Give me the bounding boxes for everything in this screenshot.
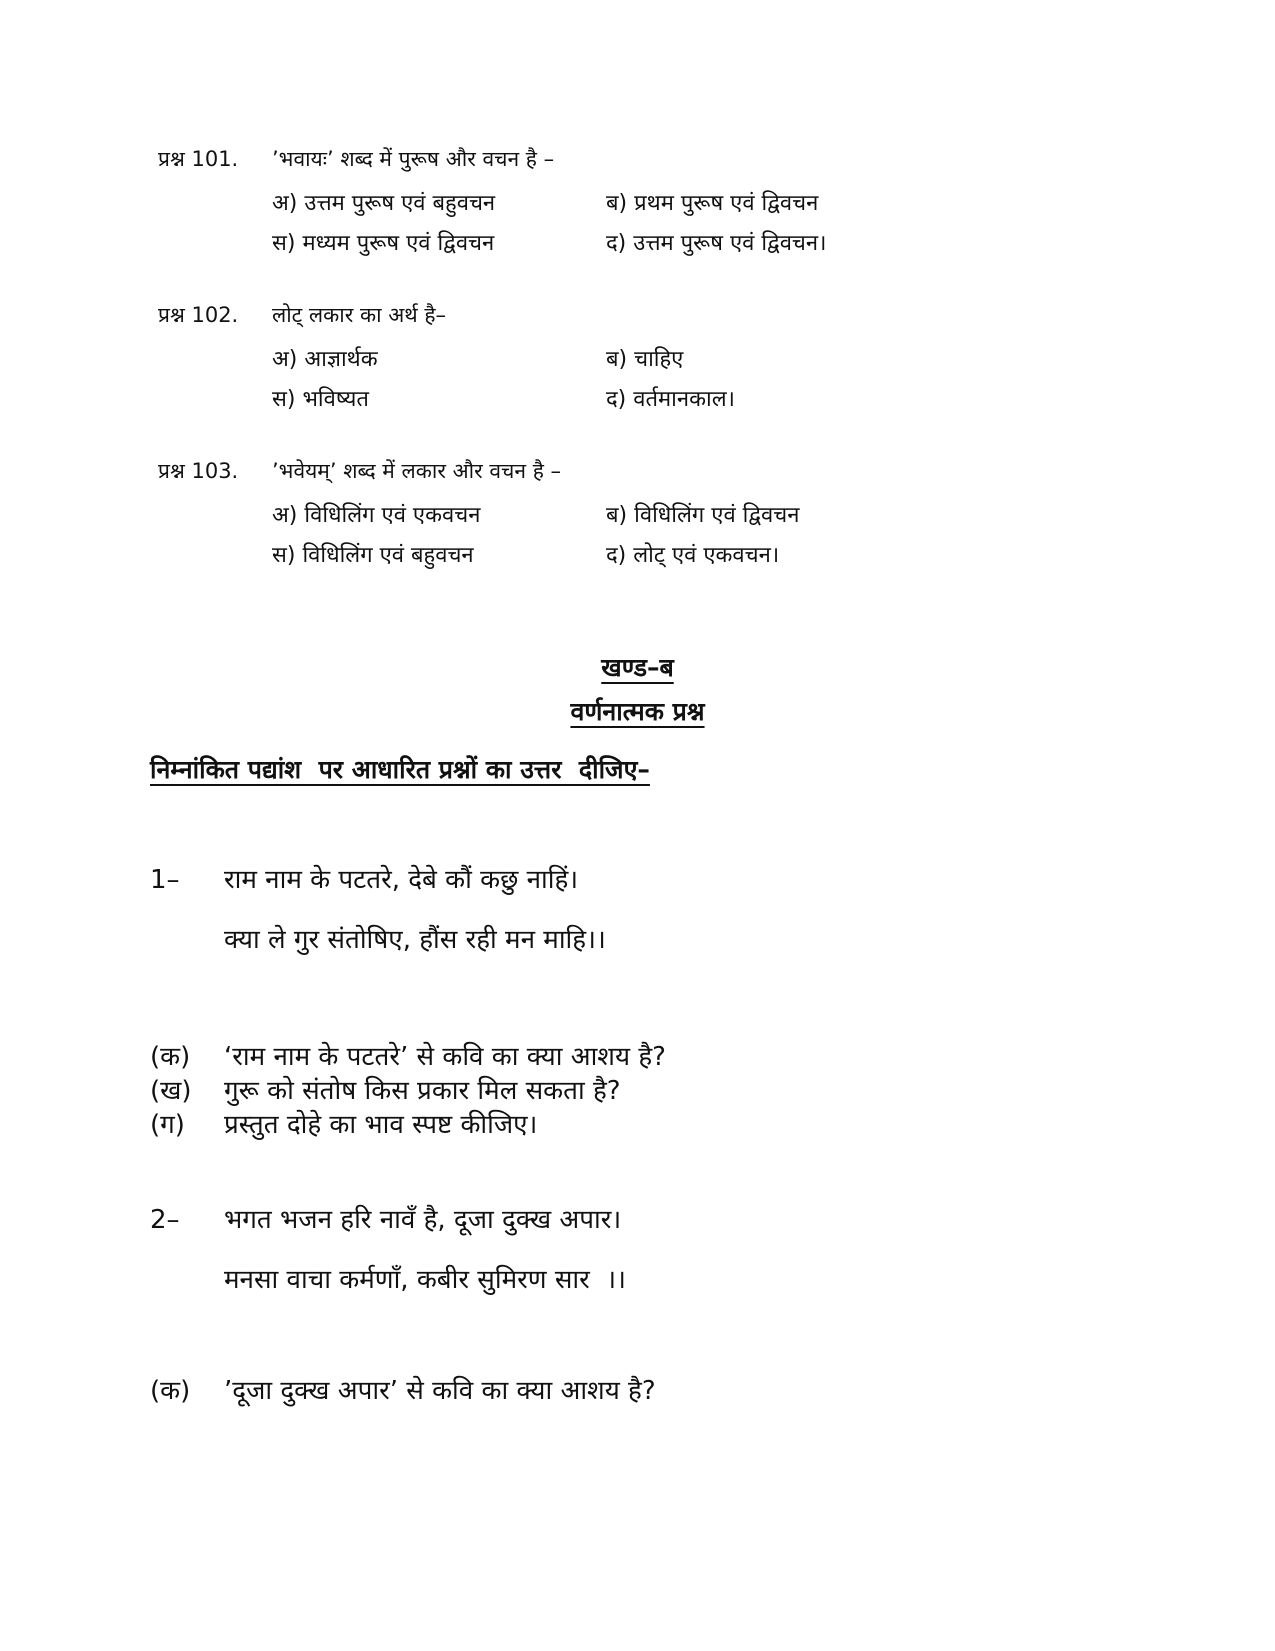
poem-line bbox=[150, 1262, 1050, 1298]
section-subtitle: वर्णनात्मक प्रश्न bbox=[570, 697, 705, 726]
sub-question-label: (ग) bbox=[150, 1110, 185, 1140]
verse-line: भगत भजन हरि नावँ है, दूजा दुक्ख अपार। bbox=[224, 1205, 622, 1235]
passage-number: 2– bbox=[150, 1205, 180, 1235]
verse-line: मनसा वाचा कर्मणाँ, कबीर सुमिरण सार ।। bbox=[224, 1265, 627, 1295]
option-c: स) विधिलिंग एवं बहुवचन bbox=[272, 543, 474, 568]
verse-line: राम नाम के पटतरे, देबे कौं कछु नाहिं। bbox=[224, 865, 579, 895]
passage-1-questions bbox=[150, 1040, 1050, 1142]
section-title: खण्ड–ब bbox=[601, 653, 674, 682]
passage-number: 1– bbox=[150, 865, 180, 895]
option-d: द) उत्तम पुरूष एवं द्विवचन। bbox=[606, 231, 827, 256]
options-grid bbox=[272, 344, 1058, 416]
option-b: ब) प्रथम पुरूष एवं द्विवचन bbox=[606, 191, 819, 216]
question-number: प्रश्न 103. bbox=[158, 459, 239, 483]
passage-2 bbox=[150, 1202, 1050, 1298]
sub-question-label: (क) bbox=[150, 1042, 191, 1072]
sub-question bbox=[150, 1374, 1050, 1408]
sub-question-label: (क) bbox=[150, 1376, 191, 1406]
question-102 bbox=[158, 300, 1058, 416]
question-number: प्रश्न 101. bbox=[158, 147, 239, 171]
sub-question-text: ‘राम नाम के पटतरे’ से कवि का क्या आशय है? bbox=[224, 1042, 666, 1072]
option-c: स) मध्यम पुरूष एवं द्विवचन bbox=[272, 231, 495, 256]
question-number: प्रश्न 102. bbox=[158, 303, 239, 327]
sub-question bbox=[150, 1040, 1050, 1074]
sub-question bbox=[150, 1108, 1050, 1142]
passage-1 bbox=[150, 862, 1050, 958]
question-text: ’भवायः’ शब्द में पुरूष और वचन है – bbox=[272, 147, 555, 171]
question-101 bbox=[158, 144, 1058, 260]
option-b: ब) चाहिए bbox=[606, 347, 684, 372]
question-103 bbox=[158, 456, 1058, 572]
sub-question-text: गुरू को संतोष किस प्रकार मिल सकता है? bbox=[224, 1076, 621, 1106]
verse-line: क्या ले गुर संतोषिए, हौंस रही मन माहि।। bbox=[224, 925, 606, 955]
options-grid bbox=[272, 500, 1058, 572]
options-grid bbox=[272, 188, 1058, 260]
option-a: अ) उत्तम पुरूष एवं बहुवचन bbox=[272, 191, 496, 216]
option-a: अ) विधिलिंग एवं एकवचन bbox=[272, 503, 481, 528]
sub-question bbox=[150, 1074, 1050, 1108]
passage-2-questions bbox=[150, 1374, 1050, 1408]
question-row bbox=[158, 456, 1058, 486]
sub-question-label: (ख) bbox=[150, 1076, 192, 1106]
option-d: द) वर्तमानकाल। bbox=[606, 387, 735, 412]
poem-line bbox=[150, 1202, 1050, 1238]
question-text: ’भवेयम्’ शब्द में लकार और वचन है – bbox=[272, 459, 562, 483]
poem-line bbox=[150, 862, 1050, 898]
option-d: द) लोट् एवं एकवचन। bbox=[606, 543, 780, 568]
question-row bbox=[158, 144, 1058, 174]
option-c: स) भविष्यत bbox=[272, 387, 369, 412]
option-b: ब) विधिलिंग एवं द्विवचन bbox=[606, 503, 800, 528]
sub-question-text: ’दूजा दुक्ख अपार’ से कवि का क्या आशय है? bbox=[224, 1376, 656, 1406]
option-a: अ) आज्ञार्थक bbox=[272, 347, 378, 372]
sub-question-text: प्रस्तुत दोहे का भाव स्पष्ट कीजिए। bbox=[224, 1110, 538, 1140]
poem-line bbox=[150, 922, 1050, 958]
question-row bbox=[158, 300, 1058, 330]
instruction-heading: निम्नांकित पद्यांश पर आधारित प्रश्नों का उत्तर दीजिए– bbox=[150, 755, 650, 784]
question-text: लोट् लकार का अर्थ है– bbox=[272, 303, 447, 327]
